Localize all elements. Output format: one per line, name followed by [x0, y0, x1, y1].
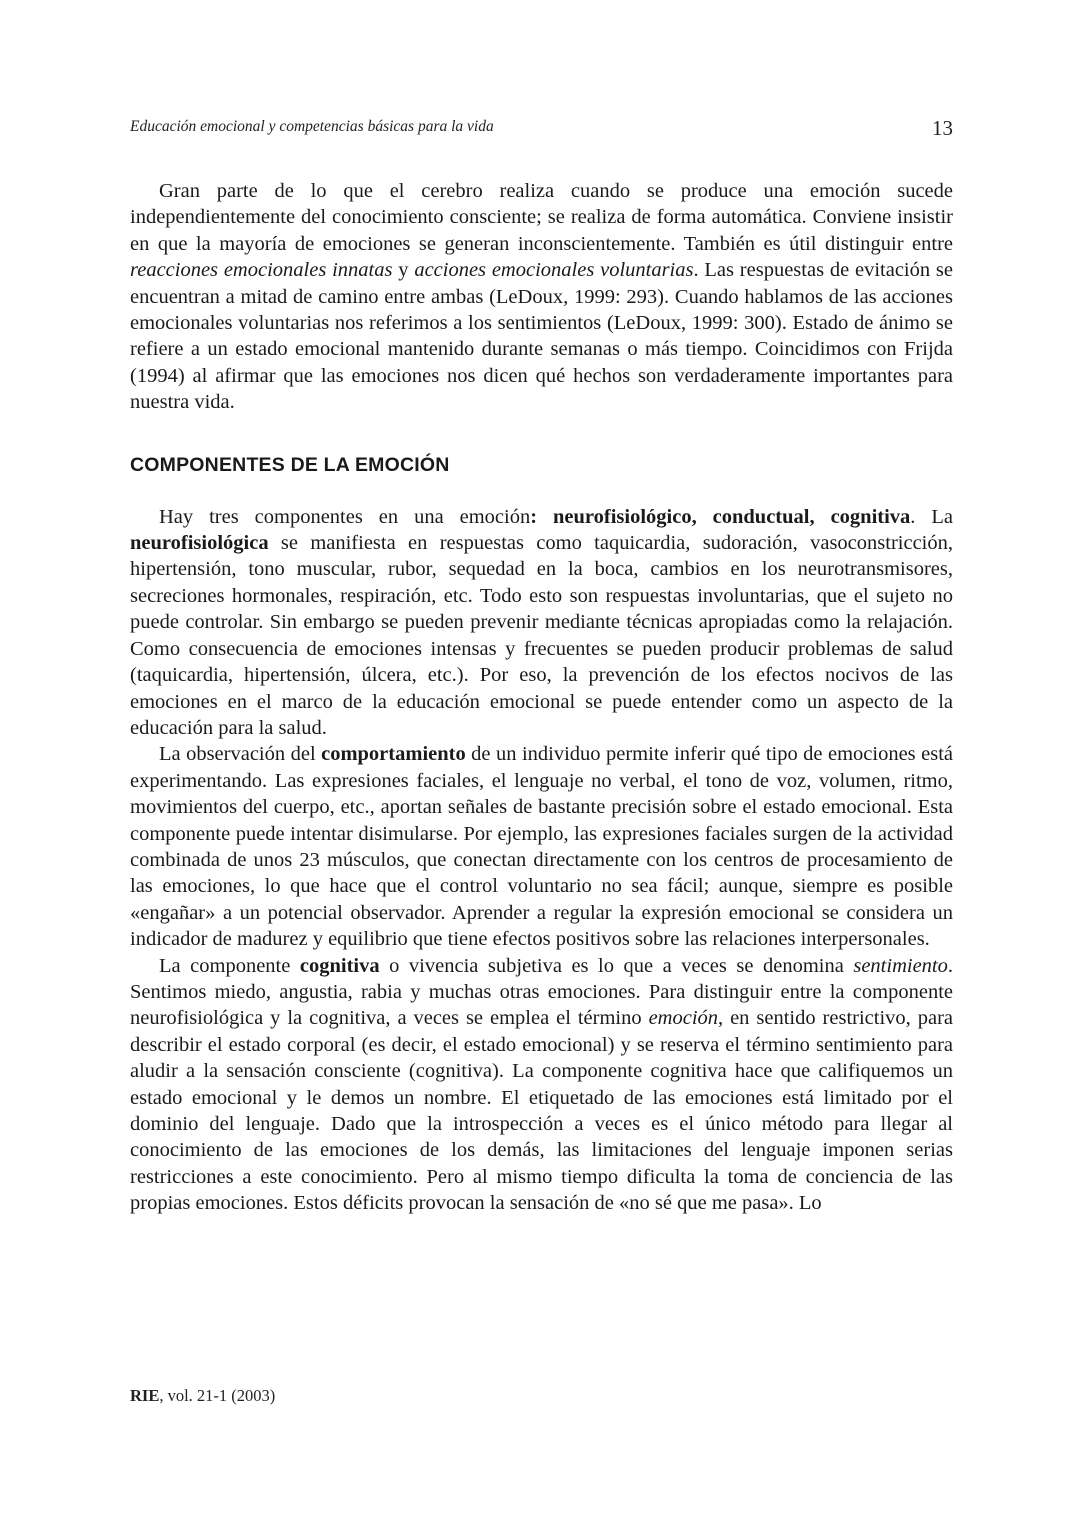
paragraph-behavioral: [130, 741, 953, 952]
italic-term: reacciones emocionales innatas: [130, 259, 393, 282]
italic-term: emoción: [648, 1007, 719, 1030]
paragraph-text: o vivencia subjetiva es lo que a veces se denomina: [379, 954, 854, 977]
paragraph-text: Gran parte de lo que el cerebro realiza cuando se produce una emoción sucede independientemente del conocimiento consciente; se realiza de forma automática. Conviene insistir en que la mayoría de emociones se generan inconscientemente. También es útil distinguir entre: [130, 180, 953, 255]
bold-term: neurofisiológica: [130, 532, 269, 555]
paragraph-text: . Sentimos miedo, angustia, rabia y muchas otras emociones. Para distinguir entre la componente neurofisiológica y la cognitiva, a veces se emplea el término: [130, 954, 953, 1030]
journal-volume: , vol. 21-1 (2003): [159, 1386, 276, 1405]
italic-term: acciones emocionales voluntarias: [414, 259, 694, 282]
bold-term: cognitiva: [299, 954, 380, 977]
body-text: [130, 178, 953, 1217]
paragraph-cognitive: [130, 953, 953, 1217]
paragraph-text: de un individuo permite inferir qué tipo de emociones está experimentando. Las expresiones faciales, el lenguaje no verbal, el tono de voz, volumen, ritmo, movimientos del cuerpo, etc., aportan señales de bastante precisión sobre el estado emocional. Esta componente puede intentar disimularse. Por ejemplo, las expresiones faciales surgen de la actividad combinada de unos 23 músculos, que conectan directamente con los centros de procesamiento de las emociones, lo que hace que el control voluntario no sea fácil; aunque, siempre es posible «engañar» a un potencial observador. Aprender a regular la expresión emocional se considera un indicador de madurez y equilibrio que tiene efectos positivos sobre las relaciones interpersonales.: [130, 743, 953, 951]
running-header: [130, 116, 953, 142]
paragraph-text: La componente: [159, 954, 300, 977]
paragraph-text: Hay tres componentes en una emoción: [159, 505, 531, 528]
paragraph-text: y: [392, 259, 415, 282]
page-number: 13: [932, 116, 953, 140]
paragraph-text: , en sentido restrictivo, para describir el estado corporal (es decir, el estado emocional) y se reserva el término sentimiento para aludir a la sensación consciente (cognitiva). La componente cognitiva hace que califiquemos un estado emocional y le demos un nombre. El etiquetado de las emociones está limitado por el dominio del lenguaje. Dado que la introspección a veces es el único método para llegar al conocimiento de las emociones de los demás, las limitaciones del lenguaje imponen serias restricciones a este conocimiento. Pero al mismo tiempo dificulta la toma de conciencia de las propias emociones. Estos déficits provocan la sensación de «no sé que me pasa». Lo: [130, 1007, 953, 1215]
bold-term: comportamiento: [321, 743, 466, 766]
running-title: Educación emocional y competencias básicas para la vida: [130, 118, 494, 135]
paragraph-text: . La: [910, 505, 953, 528]
paragraph-text: La observación del: [159, 743, 322, 766]
journal-name: RIE: [130, 1386, 160, 1405]
running-footer: [130, 1386, 275, 1406]
paragraph-text: se manifiesta en respuestas como taquicardia, sudoración, vasoconstricción, hipertensión, tono muscular, rubor, sequedad en la boca, cambios en los neurotransmisores, secreciones hormonales, respiración, etc. Todo esto son respuestas involuntarias, que el sujeto no puede controlar. Sin embargo se pueden prevenir mediante técnicas apropiadas como la relajación. Como consecuencia de emociones intensas y frecuentes se pueden producir problemas de salud (taquicardia, hipertensión, úlcera, etc.). Por eso, la prevención de los efectos nocivos de las emociones en el marco de la educación emocional se puede entender como un aspecto de la educación para la salud.: [130, 532, 953, 739]
paragraph-emotion-automaticity: [130, 178, 953, 416]
document-page: [130, 0, 953, 1527]
italic-term: sentimiento: [853, 954, 948, 977]
section-heading: COMPONENTES DE LA EMOCIÓN: [130, 453, 450, 476]
paragraph-text: . Las respuestas de evitación se encuentran a mitad de camino entre ambas (LeDoux, 1999: 293). Cuando hablamos de las acciones emocionales voluntarias nos referimos a los sentimientos (LeDoux, 1999: 300). Estado de ánimo se refiere a un estado emocional mantenido durante semanas o más tiempo. Coincidimos con Frijda (1994) al afirmar que las emociones nos dicen qué hechos son verdaderamente importantes para nuestra vida.: [130, 259, 953, 414]
bold-term: : neurofisiológico, conductual, cognitiva: [530, 505, 911, 528]
paragraph-neurophysiological: [130, 504, 953, 742]
